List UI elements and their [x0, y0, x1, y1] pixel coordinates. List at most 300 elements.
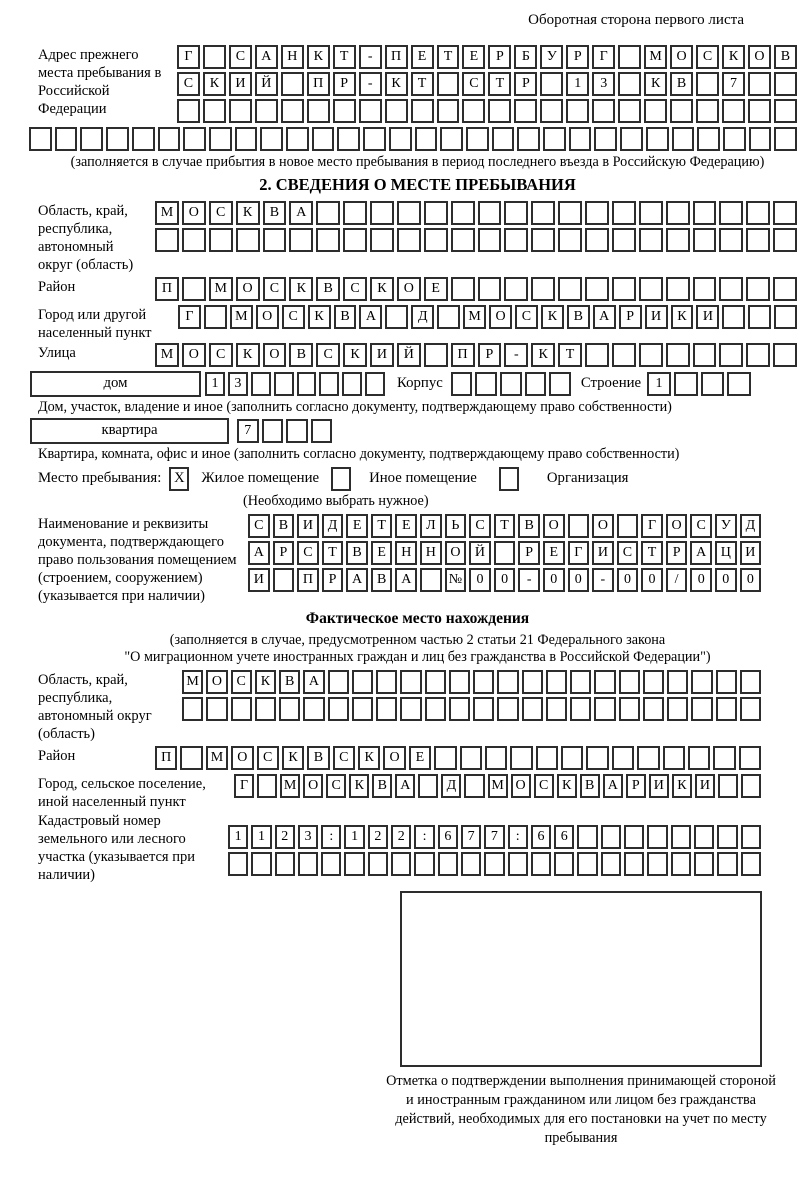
char-cell[interactable]: Р	[514, 72, 537, 96]
char-cell[interactable]	[543, 127, 566, 151]
char-cell[interactable]	[749, 127, 772, 151]
char-cell[interactable]: Е	[424, 277, 448, 301]
char-cell[interactable]: П	[155, 277, 179, 301]
char-cell[interactable]	[693, 343, 717, 367]
char-cell[interactable]	[478, 277, 502, 301]
char-cell[interactable]	[449, 670, 470, 694]
char-cell[interactable]: П	[297, 568, 319, 592]
char-cell[interactable]: М	[463, 305, 486, 329]
char-cell[interactable]: В	[273, 514, 295, 538]
char-cell[interactable]: 1	[566, 72, 589, 96]
char-cell[interactable]	[464, 774, 484, 798]
char-cell[interactable]: Т	[488, 72, 511, 96]
char-cell[interactable]: С	[462, 72, 485, 96]
char-cell[interactable]: Е	[409, 746, 431, 770]
char-cell[interactable]: С	[690, 514, 712, 538]
char-cell[interactable]: Р	[478, 343, 502, 367]
char-cell[interactable]: 0	[469, 568, 491, 592]
char-cell[interactable]: О	[592, 514, 614, 538]
char-cell[interactable]: О	[236, 277, 260, 301]
char-cell[interactable]	[180, 746, 202, 770]
char-cell[interactable]	[460, 746, 482, 770]
char-cell[interactable]: Г	[592, 45, 615, 69]
char-cell[interactable]: К	[349, 774, 369, 798]
char-cell[interactable]	[473, 670, 494, 694]
char-cell[interactable]	[286, 419, 308, 443]
char-cell[interactable]	[619, 697, 640, 721]
char-cell[interactable]	[155, 228, 179, 252]
char-cell[interactable]	[203, 99, 226, 123]
char-cell[interactable]	[438, 852, 458, 876]
char-cell[interactable]	[478, 201, 502, 225]
char-cell[interactable]	[229, 99, 252, 123]
char-cell[interactable]	[618, 99, 641, 123]
char-cell[interactable]	[414, 852, 434, 876]
char-cell[interactable]: Т	[371, 514, 393, 538]
char-cell[interactable]: О	[748, 45, 771, 69]
char-cell[interactable]: В	[346, 541, 368, 565]
char-cell[interactable]: 6	[438, 825, 458, 849]
char-cell[interactable]: О	[231, 746, 253, 770]
char-cell[interactable]	[286, 127, 309, 151]
char-cell[interactable]: Л	[420, 514, 442, 538]
char-cell[interactable]	[773, 343, 797, 367]
char-cell[interactable]: В	[580, 774, 600, 798]
char-cell[interactable]	[504, 228, 528, 252]
char-cell[interactable]: К	[370, 277, 394, 301]
char-cell[interactable]: К	[236, 201, 260, 225]
char-cell[interactable]	[637, 746, 659, 770]
char-cell[interactable]: 0	[690, 568, 712, 592]
char-cell[interactable]	[561, 746, 583, 770]
char-cell[interactable]	[376, 697, 397, 721]
char-cell[interactable]	[717, 825, 737, 849]
char-cell[interactable]	[424, 343, 448, 367]
char-cell[interactable]: Е	[543, 541, 565, 565]
char-cell[interactable]	[262, 419, 284, 443]
char-cell[interactable]	[713, 746, 735, 770]
char-cell[interactable]	[281, 72, 304, 96]
char-cell[interactable]	[718, 774, 738, 798]
char-cell[interactable]: Д	[740, 514, 762, 538]
char-cell[interactable]	[281, 99, 304, 123]
char-cell[interactable]	[594, 670, 615, 694]
char-cell[interactable]	[365, 372, 385, 396]
char-cell[interactable]: К	[282, 746, 304, 770]
char-cell[interactable]	[748, 72, 771, 96]
char-cell[interactable]	[391, 852, 411, 876]
char-cell[interactable]	[693, 277, 717, 301]
char-cell[interactable]: И	[248, 568, 270, 592]
char-cell[interactable]	[449, 697, 470, 721]
char-cell[interactable]	[746, 343, 770, 367]
char-cell[interactable]: 0	[641, 568, 663, 592]
char-cell[interactable]	[275, 852, 295, 876]
char-cell[interactable]	[570, 670, 591, 694]
char-cell[interactable]	[594, 697, 615, 721]
char-cell[interactable]: 2	[391, 825, 411, 849]
char-cell[interactable]: М	[644, 45, 667, 69]
char-cell[interactable]	[29, 127, 52, 151]
char-cell[interactable]: 7	[484, 825, 504, 849]
char-cell[interactable]: -	[592, 568, 614, 592]
char-cell[interactable]: О	[511, 774, 531, 798]
char-cell[interactable]: Р	[666, 541, 688, 565]
char-cell[interactable]	[666, 343, 690, 367]
char-cell[interactable]	[517, 127, 540, 151]
char-cell[interactable]	[639, 343, 663, 367]
char-cell[interactable]	[508, 852, 528, 876]
char-cell[interactable]	[716, 697, 737, 721]
char-cell[interactable]: Е	[462, 45, 485, 69]
char-cell[interactable]: К	[307, 45, 330, 69]
char-cell[interactable]	[723, 127, 746, 151]
char-cell[interactable]: Е	[411, 45, 434, 69]
char-cell[interactable]	[612, 228, 636, 252]
char-cell[interactable]	[558, 228, 582, 252]
char-cell[interactable]	[639, 277, 663, 301]
char-cell[interactable]: Б	[514, 45, 537, 69]
char-cell[interactable]: Н	[395, 541, 417, 565]
char-cell[interactable]: К	[255, 670, 276, 694]
char-cell[interactable]: П	[451, 343, 475, 367]
char-cell[interactable]	[500, 372, 522, 396]
char-cell[interactable]	[693, 201, 717, 225]
char-cell[interactable]: С	[696, 45, 719, 69]
char-cell[interactable]	[612, 201, 636, 225]
char-cell[interactable]: В	[670, 72, 693, 96]
char-cell[interactable]	[688, 746, 710, 770]
char-cell[interactable]	[748, 99, 771, 123]
char-cell[interactable]	[643, 697, 664, 721]
char-cell[interactable]	[475, 372, 497, 396]
char-cell[interactable]	[546, 670, 567, 694]
char-cell[interactable]	[485, 746, 507, 770]
char-cell[interactable]: 3	[592, 72, 615, 96]
char-cell[interactable]: 0	[543, 568, 565, 592]
char-cell[interactable]	[643, 670, 664, 694]
char-cell[interactable]	[773, 201, 797, 225]
char-cell[interactable]	[644, 99, 667, 123]
char-cell[interactable]	[510, 746, 532, 770]
char-cell[interactable]	[696, 99, 719, 123]
char-cell[interactable]: №	[445, 568, 467, 592]
char-cell[interactable]: Т	[411, 72, 434, 96]
char-cell[interactable]: О	[182, 201, 206, 225]
char-cell[interactable]: О	[489, 305, 512, 329]
char-cell[interactable]: 7	[722, 72, 745, 96]
char-cell[interactable]	[546, 697, 567, 721]
char-cell[interactable]: Н	[281, 45, 304, 69]
char-cell[interactable]	[343, 228, 367, 252]
char-cell[interactable]: В	[307, 746, 329, 770]
char-cell[interactable]: А	[603, 774, 623, 798]
char-cell[interactable]: Д	[411, 305, 434, 329]
char-cell[interactable]	[231, 697, 252, 721]
char-cell[interactable]	[740, 670, 761, 694]
char-cell[interactable]: О	[206, 670, 227, 694]
char-cell[interactable]	[425, 697, 446, 721]
char-cell[interactable]: 1	[344, 825, 364, 849]
char-cell[interactable]: А	[303, 670, 324, 694]
char-cell[interactable]	[719, 201, 743, 225]
char-cell[interactable]: М	[155, 201, 179, 225]
char-cell[interactable]: О	[445, 541, 467, 565]
char-cell[interactable]	[274, 372, 294, 396]
char-cell[interactable]: К	[672, 774, 692, 798]
char-cell[interactable]	[80, 127, 103, 151]
char-cell[interactable]	[612, 277, 636, 301]
char-cell[interactable]	[504, 201, 528, 225]
char-cell[interactable]: Г	[177, 45, 200, 69]
char-cell[interactable]: 1	[647, 372, 671, 396]
char-cell[interactable]	[667, 697, 688, 721]
char-cell[interactable]	[773, 228, 797, 252]
char-cell[interactable]	[558, 277, 582, 301]
char-cell[interactable]	[774, 99, 797, 123]
char-cell[interactable]	[774, 127, 797, 151]
char-cell[interactable]	[691, 697, 712, 721]
char-cell[interactable]	[473, 697, 494, 721]
char-cell[interactable]	[209, 228, 233, 252]
char-cell[interactable]: Р	[273, 541, 295, 565]
char-cell[interactable]	[672, 127, 695, 151]
char-cell[interactable]: Р	[518, 541, 540, 565]
char-cell[interactable]: О	[543, 514, 565, 538]
char-cell[interactable]: К	[289, 277, 313, 301]
char-cell[interactable]: С	[333, 746, 355, 770]
char-cell[interactable]	[554, 852, 574, 876]
char-cell[interactable]	[618, 45, 641, 69]
char-cell[interactable]	[696, 72, 719, 96]
char-cell[interactable]	[663, 746, 685, 770]
char-cell[interactable]: Е	[346, 514, 368, 538]
char-cell[interactable]: 0	[494, 568, 516, 592]
char-cell[interactable]: А	[255, 45, 278, 69]
char-cell[interactable]	[385, 99, 408, 123]
char-cell[interactable]: Д	[441, 774, 461, 798]
char-cell[interactable]: В	[518, 514, 540, 538]
char-cell[interactable]: В	[372, 774, 392, 798]
char-cell[interactable]	[620, 127, 643, 151]
char-cell[interactable]	[536, 746, 558, 770]
char-cell[interactable]: Й	[255, 72, 278, 96]
char-cell[interactable]: Р	[322, 568, 344, 592]
char-cell[interactable]: К	[358, 746, 380, 770]
char-cell[interactable]: М	[155, 343, 179, 367]
char-cell[interactable]	[717, 852, 737, 876]
char-cell[interactable]	[671, 852, 691, 876]
char-cell[interactable]: А	[248, 541, 270, 565]
char-cell[interactable]: Ц	[715, 541, 737, 565]
char-cell[interactable]	[741, 852, 761, 876]
char-cell[interactable]	[592, 99, 615, 123]
char-cell[interactable]: Г	[178, 305, 201, 329]
char-cell[interactable]: С	[177, 72, 200, 96]
char-cell[interactable]	[497, 670, 518, 694]
char-cell[interactable]	[531, 277, 555, 301]
char-cell[interactable]: К	[557, 774, 577, 798]
char-cell[interactable]	[671, 825, 691, 849]
char-cell[interactable]: 3	[298, 825, 318, 849]
char-cell[interactable]	[319, 372, 339, 396]
char-cell[interactable]: И	[645, 305, 668, 329]
char-cell[interactable]	[279, 697, 300, 721]
char-cell[interactable]: И	[592, 541, 614, 565]
char-cell[interactable]	[739, 746, 761, 770]
char-cell[interactable]	[492, 127, 515, 151]
char-cell[interactable]: С	[263, 277, 287, 301]
char-cell[interactable]	[424, 201, 448, 225]
char-cell[interactable]	[397, 201, 421, 225]
char-cell[interactable]	[203, 45, 226, 69]
char-cell[interactable]: С	[282, 305, 305, 329]
char-cell[interactable]: 6	[554, 825, 574, 849]
char-cell[interactable]: М	[230, 305, 253, 329]
char-cell[interactable]: О	[670, 45, 693, 69]
char-cell[interactable]	[568, 514, 590, 538]
char-cell[interactable]	[297, 372, 317, 396]
char-cell[interactable]: О	[256, 305, 279, 329]
char-cell[interactable]: И	[696, 305, 719, 329]
char-cell[interactable]	[746, 201, 770, 225]
char-cell[interactable]	[440, 127, 463, 151]
char-cell[interactable]: И	[649, 774, 669, 798]
char-cell[interactable]	[741, 825, 761, 849]
char-cell[interactable]	[716, 670, 737, 694]
char-cell[interactable]: К	[644, 72, 667, 96]
char-cell[interactable]: О	[303, 774, 323, 798]
char-cell[interactable]: С	[617, 541, 639, 565]
char-cell[interactable]	[774, 72, 797, 96]
char-cell[interactable]	[420, 568, 442, 592]
char-cell[interactable]	[415, 127, 438, 151]
char-cell[interactable]	[774, 305, 797, 329]
char-cell[interactable]: А	[395, 774, 415, 798]
char-cell[interactable]: Р	[619, 305, 642, 329]
char-cell[interactable]	[316, 201, 340, 225]
char-cell[interactable]: С	[248, 514, 270, 538]
char-cell[interactable]	[466, 127, 489, 151]
char-cell[interactable]	[531, 228, 555, 252]
char-cell[interactable]	[612, 746, 634, 770]
char-cell[interactable]	[601, 825, 621, 849]
char-cell[interactable]	[312, 127, 335, 151]
char-cell[interactable]	[497, 697, 518, 721]
char-cell[interactable]	[478, 228, 502, 252]
char-cell[interactable]	[263, 228, 287, 252]
char-cell[interactable]	[569, 127, 592, 151]
char-cell[interactable]: К	[531, 343, 555, 367]
char-cell[interactable]	[106, 127, 129, 151]
char-cell[interactable]	[540, 99, 563, 123]
char-cell[interactable]	[177, 99, 200, 123]
char-cell[interactable]: Е	[371, 541, 393, 565]
char-cell[interactable]	[462, 99, 485, 123]
char-cell[interactable]: Р	[626, 774, 646, 798]
char-cell[interactable]	[647, 852, 667, 876]
char-cell[interactable]: /	[666, 568, 688, 592]
char-cell[interactable]	[531, 201, 555, 225]
char-cell[interactable]: К	[308, 305, 331, 329]
char-cell[interactable]: Р	[488, 45, 511, 69]
char-cell[interactable]: :	[508, 825, 528, 849]
char-cell[interactable]: К	[343, 343, 367, 367]
char-cell[interactable]: С	[297, 541, 319, 565]
char-cell[interactable]	[451, 228, 475, 252]
char-cell[interactable]: 0	[617, 568, 639, 592]
char-cell[interactable]	[748, 305, 771, 329]
char-cell[interactable]: И	[695, 774, 715, 798]
char-cell[interactable]: Р	[333, 72, 356, 96]
char-cell[interactable]	[376, 670, 397, 694]
char-cell[interactable]	[158, 127, 181, 151]
char-cell[interactable]: 2	[368, 825, 388, 849]
char-cell[interactable]: Т	[641, 541, 663, 565]
char-cell[interactable]: С	[316, 343, 340, 367]
char-cell[interactable]: 1	[205, 372, 225, 396]
char-cell[interactable]	[701, 372, 725, 396]
other-premises-checkbox[interactable]	[331, 467, 351, 491]
char-cell[interactable]	[251, 372, 271, 396]
char-cell[interactable]	[674, 372, 698, 396]
char-cell[interactable]	[370, 228, 394, 252]
char-cell[interactable]: С	[209, 343, 233, 367]
char-cell[interactable]: С	[231, 670, 252, 694]
char-cell[interactable]	[461, 852, 481, 876]
char-cell[interactable]	[746, 228, 770, 252]
char-cell[interactable]: О	[666, 514, 688, 538]
char-cell[interactable]: К	[385, 72, 408, 96]
char-cell[interactable]: П	[155, 746, 177, 770]
char-cell[interactable]	[484, 852, 504, 876]
char-cell[interactable]	[343, 201, 367, 225]
char-cell[interactable]: И	[370, 343, 394, 367]
char-cell[interactable]: В	[316, 277, 340, 301]
char-cell[interactable]: С	[343, 277, 367, 301]
char-cell[interactable]	[359, 99, 382, 123]
char-cell[interactable]	[400, 670, 421, 694]
char-cell[interactable]	[694, 825, 714, 849]
char-cell[interactable]	[363, 127, 386, 151]
char-cell[interactable]: -	[518, 568, 540, 592]
char-cell[interactable]: О	[263, 343, 287, 367]
char-cell[interactable]	[451, 277, 475, 301]
char-cell[interactable]: 0	[715, 568, 737, 592]
char-cell[interactable]: :	[321, 825, 341, 849]
char-cell[interactable]	[385, 305, 408, 329]
char-cell[interactable]	[289, 228, 313, 252]
char-cell[interactable]: К	[203, 72, 226, 96]
char-cell[interactable]: Т	[494, 514, 516, 538]
char-cell[interactable]	[182, 697, 203, 721]
char-cell[interactable]	[451, 201, 475, 225]
char-cell[interactable]: И	[229, 72, 252, 96]
char-cell[interactable]: 0	[740, 568, 762, 592]
char-cell[interactable]	[697, 127, 720, 151]
char-cell[interactable]	[342, 372, 362, 396]
char-cell[interactable]: А	[690, 541, 712, 565]
char-cell[interactable]	[411, 99, 434, 123]
char-cell[interactable]: М	[182, 670, 203, 694]
char-cell[interactable]	[504, 277, 528, 301]
char-cell[interactable]	[344, 852, 364, 876]
char-cell[interactable]	[525, 372, 547, 396]
char-cell[interactable]	[667, 670, 688, 694]
char-cell[interactable]	[741, 774, 761, 798]
char-cell[interactable]	[236, 228, 260, 252]
char-cell[interactable]: Т	[333, 45, 356, 69]
